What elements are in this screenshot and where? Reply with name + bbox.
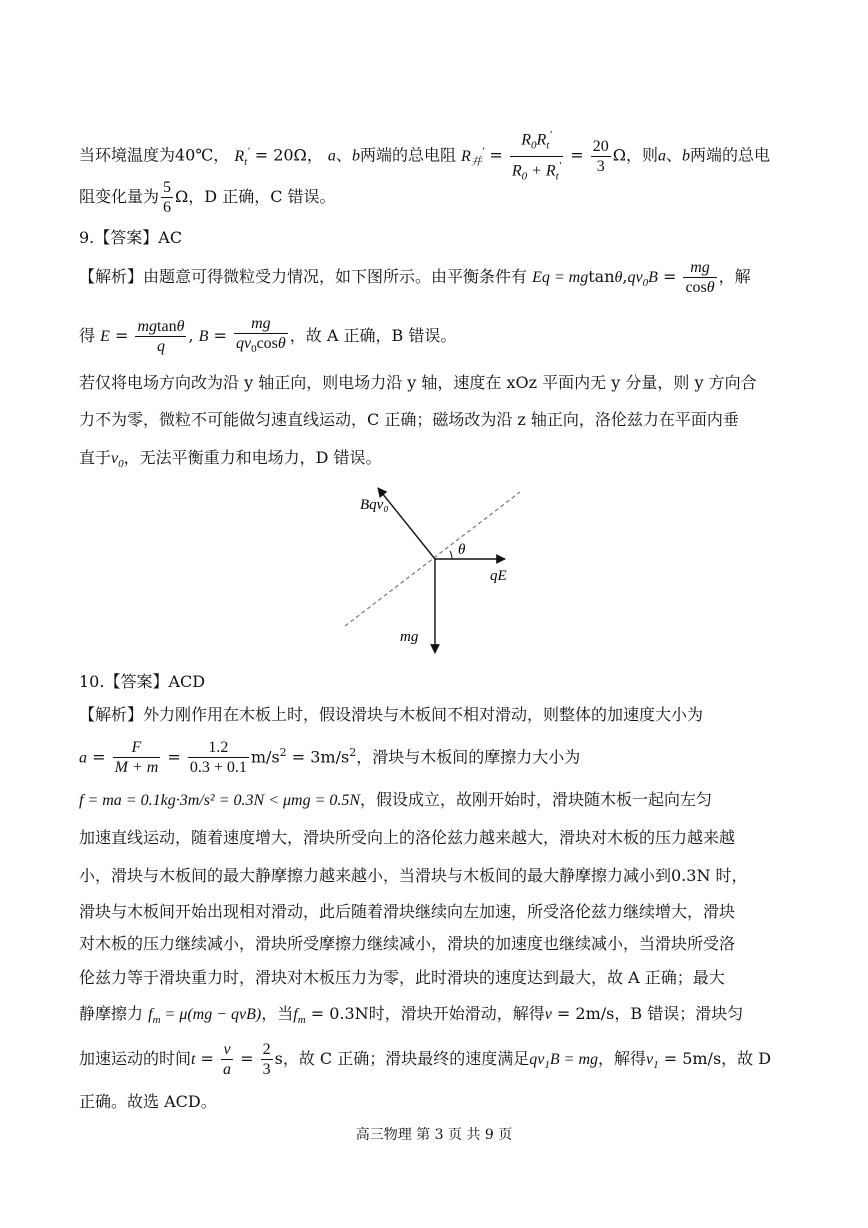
text-line: 滑块与木板间开始出现相对滑动，此后随着滑块继续向左加速，所受洛伦兹力继续增大，滑块 bbox=[79, 902, 736, 921]
fraction: $\frac{F}{M + m}$ bbox=[114, 739, 159, 777]
fraction: $\frac{mg}{qv_0\cos\theta}$ bbox=[235, 315, 286, 356]
fraction: $\frac{R_0R_t'}{R_0 + R_t'}$ bbox=[510, 126, 563, 186]
text: ，故 C 正确；滑块最终的速度满足 bbox=[282, 1049, 530, 1068]
formula: θ bbox=[614, 269, 623, 286]
formula: f = ma = 0.1kg·3m/s² = 0.3N < μmg = 0.5N bbox=[79, 792, 361, 809]
label-bqv0: Bqv₀ bbox=[360, 497, 389, 513]
formula: $v_1$ bbox=[646, 1051, 659, 1072]
formula: Eq = mg bbox=[532, 269, 589, 286]
text: 得 bbox=[79, 326, 96, 346]
text-line: 得 E = $\frac{mgtan\theta}{q}$ , B = $\frac{mg}{qv_0\cos\theta}$ ，故 A 正确，B 错误。 bbox=[79, 314, 790, 359]
text-line: 加速直线运动，随着速度增大，滑块所受向上的洛伦兹力越来越大，滑块对木板的压力越来越 bbox=[79, 828, 736, 847]
formula: $qv_0B$ bbox=[627, 269, 658, 290]
formula: t bbox=[191, 1051, 196, 1068]
text: ，当 bbox=[261, 1004, 294, 1023]
label-theta: θ bbox=[458, 542, 466, 558]
text: 直于 bbox=[79, 448, 112, 467]
text: ，故 D bbox=[721, 1049, 772, 1068]
text: 、 bbox=[666, 145, 683, 165]
text-line: 当环境温度为40℃， $R_t' = 20\Omega$， a、b两端的总电阻 $R_并'$ = $\frac{R_0R_t'}{R_0 + R_t'}$ = $\frac{20}{3}$ Ω，则a、b两端的总电 bbox=[79, 126, 790, 186]
formula: $f_m$ bbox=[293, 1006, 306, 1027]
text-line bbox=[79, 178, 790, 217]
label-qe: qE bbox=[490, 568, 507, 584]
answer-heading: 9.【答案】AC bbox=[79, 228, 183, 247]
text-line: 对木板的压力继续减小，滑块所受摩擦力继续减小，滑块的加速度也继续减小，当滑块所受洛 bbox=[79, 934, 736, 953]
formula: E bbox=[100, 328, 110, 346]
text-line: a = $\frac{F}{M + m}$ = $\frac{1.2}{0.3 + 0.1}$ $m/s^2 = 3m/s^2$，滑块与木板间的摩擦力大小为 bbox=[79, 739, 581, 777]
text: Ω，D 正确，C 错误。 bbox=[175, 187, 336, 206]
text-line: 伦兹力等于滑块重力时，滑块对木板压力为零，此时滑块的速度达到最大，故 A 正确；最大 bbox=[79, 968, 725, 987]
text: ，B 错误；滑块匀 bbox=[614, 1004, 744, 1023]
formula: $f_m = \mu(mg - qvB)$ bbox=[148, 1006, 262, 1027]
formula: $R_并'$ bbox=[461, 145, 485, 168]
formula: B bbox=[198, 328, 209, 346]
fraction: $\frac{mg}{\cos\theta}$ bbox=[685, 259, 715, 296]
fraction: $\frac{2}{3}$ bbox=[262, 1041, 271, 1078]
text: 加速运动的时间 bbox=[79, 1049, 192, 1068]
fraction: $\frac{20}{3}$ bbox=[592, 137, 609, 175]
text: 静摩擦力 bbox=[79, 1004, 144, 1023]
text-line: 若仅将电场方向改为沿 y 轴正向，则电场力沿 y 轴，速度在 xOz 平面内无 y 分量，则 y 方向合 bbox=[79, 373, 757, 392]
text: 两端的总电 bbox=[690, 145, 771, 165]
text-line: 加速运动的时间t = $\frac{v}{a}$ = $\frac{2}{3}$ s，故 C 正确；滑块最终的速度满足$qv_1B$ = mg，解得$v_1 = 5m/s$，故 D bbox=[79, 1041, 772, 1078]
text-line: 静摩擦力 $f_m = \mu(mg - qvB)$，当$f_m = 0.3N$时，滑块开始滑动，解得v = 2m/s，B 错误；滑块匀 bbox=[79, 1004, 744, 1027]
fraction: $\frac{mgtan\theta}{q}$ bbox=[137, 318, 185, 356]
text: ，故 A 正确，B 错误。 bbox=[289, 326, 457, 346]
answer-heading: 10.【答案】ACD bbox=[79, 672, 206, 691]
text: ，滑块与木板间的摩擦力大小为 bbox=[356, 747, 581, 767]
text: ，则 bbox=[625, 145, 658, 165]
formula: a bbox=[79, 749, 87, 767]
formula: v bbox=[544, 1006, 552, 1023]
page-footer: 高三物理 第 3 页 共 9 页 bbox=[355, 1127, 513, 1143]
text: b bbox=[682, 147, 691, 165]
text: 时，滑块开始滑动，解得 bbox=[368, 1004, 545, 1023]
text-line: 正确。故选 ACD。 bbox=[79, 1092, 217, 1111]
formula: $qv_1B$ = mg bbox=[529, 1051, 598, 1072]
text-line: 【解析】外力刚作用在木板上时，假设滑块与木板间不相对滑动，则整体的加速度大小为 bbox=[79, 705, 704, 724]
text: 当环境温度为40℃， bbox=[79, 145, 230, 165]
text: a bbox=[327, 147, 336, 165]
text: 阻变化量为 bbox=[79, 187, 160, 206]
fraction: $\frac{v}{a}$ bbox=[223, 1041, 232, 1078]
formula: tan bbox=[588, 267, 615, 286]
text: ，解 bbox=[718, 267, 751, 286]
text: 两端的总电阻 bbox=[359, 145, 456, 165]
angle-arc bbox=[450, 551, 452, 559]
text: a bbox=[658, 147, 666, 165]
text: ，无法平衡重力和电场力，D 错误。 bbox=[123, 448, 382, 467]
text: ，假设成立，故刚开始时，滑块随木板一起向左匀 bbox=[360, 790, 713, 809]
formula: $v_0$ bbox=[111, 450, 124, 471]
text-line: 小，滑块与木板间的最大静摩擦力越来越小，当滑块与木板间的最大静摩擦力减小到0.3N 时， bbox=[79, 866, 748, 885]
text: 【解析】由题意可得微粒受力情况，如下图所示。由平衡条件有 bbox=[79, 267, 528, 286]
formula: $R_t'$ bbox=[234, 145, 250, 168]
text-line bbox=[79, 446, 790, 476]
text: ， bbox=[306, 145, 323, 165]
text: b bbox=[351, 147, 360, 165]
text: ，解得 bbox=[598, 1049, 647, 1068]
text-line: 【解析】由题意可得微粒受力情况，如下图所示。由平衡条件有 $Eq = mgtan\theta,qv_0B$ = $\frac{mg}{\cos\theta}$ ，解 bbox=[79, 259, 751, 296]
fraction: $\frac{5}{6}$ bbox=[163, 179, 172, 216]
label-mg: mg bbox=[400, 629, 419, 645]
force-diagram bbox=[330, 478, 530, 660]
text-line: 力不为零，微粒不可能做匀速直线运动，C 正确；磁场改为沿 z 轴正向，洛伦兹力在平面内垂 bbox=[79, 410, 739, 429]
fraction: $\frac{1.2}{0.3 + 0.1}$ bbox=[189, 739, 247, 777]
text-line bbox=[79, 788, 790, 813]
text: 、 bbox=[335, 145, 352, 165]
